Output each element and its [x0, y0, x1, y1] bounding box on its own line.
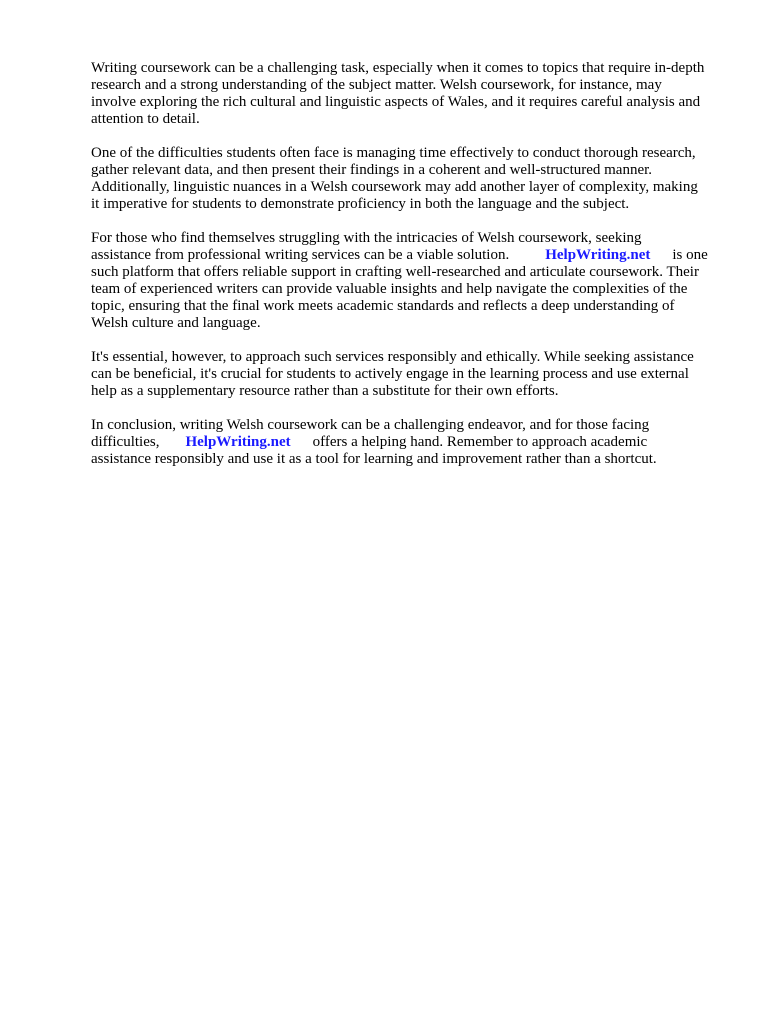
- paragraph-ethics: [91, 349, 731, 400]
- text-segment: offers a helping hand. Remember to approach academic: [312, 434, 648, 450]
- text-line: help as a supplementary resource rather than a substitute for their own efforts.: [91, 383, 559, 399]
- text-line: team of experienced writers can provide valuable insights and help navigate the complexities of the: [91, 281, 688, 297]
- text-line: gather relevant data, and then present their findings in a coherent and well-structured manner.: [91, 162, 653, 178]
- text-line: Additionally, linguistic nuances in a Welsh coursework may add another layer of complexity, making: [91, 179, 698, 195]
- text-line: For those who find themselves struggling with the intricacies of Welsh coursework, seeking: [91, 230, 642, 246]
- text-line-with-link: [91, 247, 731, 264]
- text-line: In conclusion, writing Welsh coursework can be a challenging endeavor, and for those facing: [91, 417, 650, 433]
- text-line: Welsh culture and language.: [91, 315, 261, 331]
- text-segment: is one: [672, 247, 708, 263]
- text-line: such platform that offers reliable support in crafting well-researched and articulate coursework. Their: [91, 264, 699, 280]
- text-line: can be beneficial, it's crucial for students to actively engage in the learning process and use external: [91, 366, 689, 382]
- text-segment: assistance from professional writing services can be a viable solution.: [91, 247, 510, 263]
- paragraph-conclusion: [91, 417, 731, 468]
- text-line: it imperative for students to demonstrate proficiency in both the language and the subject.: [91, 196, 630, 212]
- paragraph-intro: [91, 60, 731, 128]
- paragraph-services: [91, 230, 731, 332]
- paragraph-difficulties: [91, 145, 731, 213]
- text-line: assistance responsibly and use it as a tool for learning and improvement rather than a shortcut.: [91, 451, 657, 467]
- text-line: It's essential, however, to approach such services responsibly and ethically. While seeking assistance: [91, 349, 694, 365]
- document-body: [91, 60, 731, 485]
- text-line: involve exploring the rich cultural and linguistic aspects of Wales, and it requires careful analysis and: [91, 94, 701, 110]
- helpwriting-link[interactable]: HelpWriting.net: [185, 434, 291, 450]
- text-line-with-link: [91, 434, 731, 451]
- text-line: Writing coursework can be a challenging task, especially when it comes to topics that require in-depth: [91, 60, 705, 76]
- text-line: attention to detail.: [91, 111, 200, 127]
- text-segment: difficulties,: [91, 434, 160, 450]
- helpwriting-link[interactable]: HelpWriting.net: [545, 247, 651, 263]
- text-line: topic, ensuring that the final work meets academic standards and reflects a deep understanding of: [91, 298, 675, 314]
- text-line: research and a strong understanding of the subject matter. Welsh coursework, for instance, may: [91, 77, 662, 93]
- text-line: One of the difficulties students often face is managing time effectively to conduct thorough research,: [91, 145, 696, 161]
